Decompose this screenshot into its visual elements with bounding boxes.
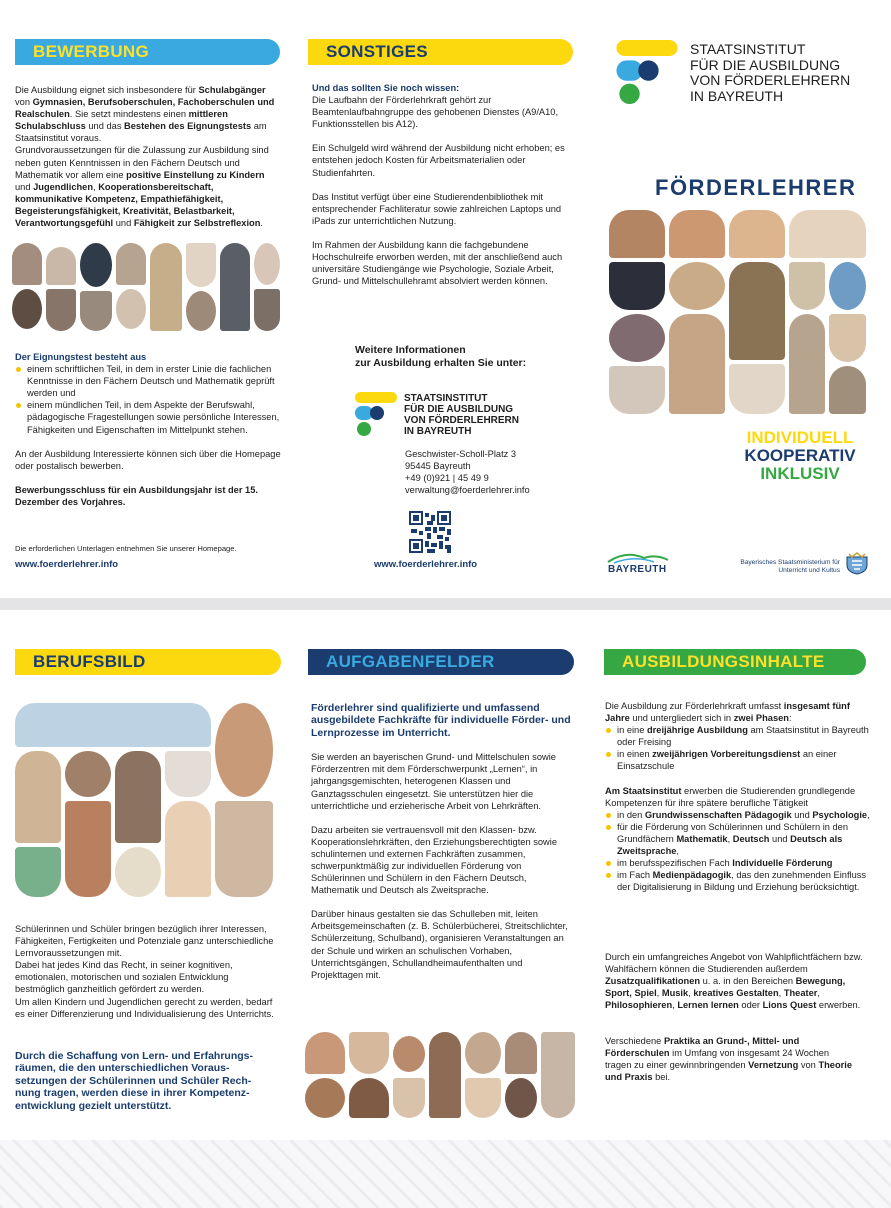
eignungstest-panel — [15, 351, 281, 508]
aufgaben-heading: AUFGABENFELDER — [308, 649, 574, 675]
info-heading-line: Weitere Informationen — [355, 344, 466, 356]
inhalte-heading: AUSBILDUNGSINHALTE — [604, 649, 866, 675]
bewerbung-documents: Die erforderlichen Unterlagen entnehmen Sie unserer Homepage. — [15, 544, 237, 553]
list-item: im Fach Medienpädagogik, das den zunehmenden Einfluss der Digitalisierung in Bildung und Erziehung berücksichtigt. — [605, 869, 871, 893]
list-item: für die Förderung von Schülerinnen und Schülern in den Grundfächern Mathematik, Deutsch und Deutsch als Zweitsprache, — [605, 821, 871, 857]
brochure-page-inside — [0, 610, 891, 1140]
bavarian-coat-of-arms-icon — [844, 551, 870, 575]
sonstiges-schulgeld: Ein Schulgeld wird während der Ausbildung nicht erhoben; es entstehen jedoch Kosten für Arbeitsmaterialien oder Studienfahrten. — [312, 143, 565, 178]
brochure-page-outside — [0, 0, 891, 598]
qr-code-icon[interactable] — [409, 511, 451, 553]
eignungstest-list — [15, 363, 281, 436]
cover-logo-mark-icon — [614, 40, 680, 104]
logo-mark-icon — [355, 392, 397, 436]
bewerbung-intro: Die Ausbildung eignet sich insbesondere für Schulabgänger von Gymnasien, Berufsoberschulen, Fachoberschulen und Realschulen. Sie setzt mindestens einen mittleren Schulabschluss und das Bestehen des Eignungstests am Staatsinstitut voraus. — [15, 85, 275, 144]
inhalte-panel — [605, 700, 871, 893]
info-heading — [355, 344, 575, 370]
berufsbild-panel — [15, 923, 277, 1020]
bewerbung-photo-mosaic — [12, 243, 280, 333]
cover-tagline-individuell: INDIVIDUELL — [746, 428, 854, 447]
sonstiges-panel — [312, 82, 574, 287]
bewerbung-deadline: Bewerbungsschluss für ein Ausbildungsjahr ist der 15. Dezember des Vorjahres. — [15, 484, 258, 507]
cover-tagline-kooperativ: KOOPERATIV — [744, 446, 856, 465]
berufsbild-heading: BERUFSBILD — [15, 649, 281, 675]
list-item: in den Grundwissenschaften Pädagogik und Psychologie, — [605, 809, 871, 821]
inhalte-phases-list — [605, 724, 871, 772]
eignungstest-heading: Der Eignungstest besteht aus — [15, 352, 147, 362]
cover-photo-mosaic — [609, 210, 866, 415]
address-phone: +49 (0)921 | 45 49 9 — [405, 473, 489, 484]
bewerbung-heading: BEWERBUNG — [15, 39, 280, 65]
info-heading-line: zur Ausbildung erhalten Sie unter: — [355, 357, 527, 369]
sonstiges-laufbahn: Die Laufbahn der Förderlehrkraft gehört zur Beamtenlaufbahngruppe des gehobenen Dienstes (A9/A10, Funktionsstellen bis A12). — [312, 95, 559, 130]
cover-tagline-inklusiv: INKLUSIV — [760, 464, 840, 483]
list-item: im berufsspezifischen Fach Individuelle Förderung — [605, 857, 871, 869]
sonstiges-hochschulreife: Im Rahmen der Ausbildung kann die fachgebundene Hochschulreife erworben werden, mit der anschließend auch universitäre Studiengänge wie Psychologie, Soziale Arbeit, Grund- und Mittelschullehramt absolviert werden können. — [312, 239, 563, 287]
address-email[interactable]: verwaltung@foerderlehrer.info — [405, 485, 530, 496]
list-item: in einen zweijährigen Vorbereitungsdienst an einer Einsatzschule — [605, 748, 871, 772]
inhalte-wahl: Durch ein umfangreiches Angebot von Wahlpflichtfächern bzw. Wahlfächern können die Studierenden außerdem Zusatzqualifikationen u. a. in den Bereichen Bewegung, Sport, Spiel, Musik, kreatives Gestalten, Theater, Philosophieren, Lernen lernen oder Lions Quest erwerben. — [605, 952, 863, 1011]
inhalte-praktika: Verschiedene Praktika an Grund-, Mittel- und Förderschulen im Umfang von insgesamt 24 Wochen tragen zu einer gewinnbringenden Vernetzung von Theorie und Praxis bei. — [605, 1036, 853, 1083]
aufgaben-p3: Darüber hinaus gestalten sie das Schulleben mit, leiten Arbeitsgemeinschaften (z. B. Schülerbücherei, Streitschlichter, Schülerzeitung, Schulband), organisieren Veranstaltungen an der Schule und wirken an schulischen Vorhaben, Unterrichtsgängen, Schullandheimaufenthalten und Projekttagen mit. — [311, 909, 568, 980]
bewerbung-panel — [15, 84, 281, 229]
bewerbung-interest: An der Ausbildung Interessierte können sich über die Homepage oder postalisch bewerben. — [15, 448, 281, 471]
inhalte-institut: Am Staatsinstitut erwerben die Studierenden grundlegende Kompetenzen für ihre spätere berufliche Tätigkeit — [605, 785, 856, 808]
inhalte-intro: Die Ausbildung zur Förderlehrkraft umfasst insgesamt fünf Jahre und untergliedert sich in zwei Phasen: — [605, 701, 850, 724]
list-item: in eine dreijährige Ausbildung am Staatsinstitut in Bayreuth oder Freising — [605, 724, 871, 748]
bewerbung-website-link[interactable]: www.foerderlehrer.info — [15, 559, 119, 570]
sonstiges-website-link[interactable]: www.foerderlehrer.info — [374, 559, 478, 570]
berufsbild-p1: Schülerinnen und Schüler bringen bezüglich ihrer Interessen, Fähigkeiten, Fertigkeiten und Potenziale ganz unterschiedliche Lernvoraussetzungen mit. — [15, 924, 274, 959]
sonstiges-institute-logo-text: STAATSINSTITUT FÜR DIE AUSBILDUNG VON FÖRDERLEHRERN IN BAYREUTH — [404, 393, 520, 437]
cover-institute-logo-text: STAATSINSTITUT FÜR DIE AUSBILDUNG VON FÖRDERLEHRERN IN BAYREUTH — [690, 41, 851, 104]
list-item: einem schriftlichen Teil, in dem in erster Linie die fachlichen Kenntnisse in den Fächern Deutsch und Mathematik geprüft werden und — [15, 363, 281, 399]
inhalte-skills-list — [605, 809, 871, 894]
sonstiges-lead: Und das sollten Sie noch wissen: — [312, 83, 460, 93]
berufsbild-p2: Dabei hat jedes Kind das Recht, in seiner kognitiven, emotionalen, motorischen und sozialen Entwicklung bestmöglich ganzheitlich gefördert zu werden. — [15, 960, 233, 995]
aufgaben-p1: Sie werden an bayerischen Grund- und Mittelschulen sowie Förderzentren mit dem Förderschwerpunkt „Lernen“, in jahrgangsgemischten, heterogenen Klassen und Ganztagsschulen eingesetzt. Sie unterstützen hier die unterrichtliche und erzieherische Arbeit von Lehrkräften. — [311, 752, 556, 811]
list-item: einem mündlichen Teil, in dem Aspekte der Berufswahl, pädagogische Fragestellungen sowie persönliche Interessen, Fähigkeiten und Eigenschaften im Mittelpunkt stehen. — [15, 399, 281, 435]
ministry-logo-text: Bayerisches Staatsministerium für Unterricht und Kultus — [740, 559, 840, 574]
aufgaben-lead: Förderlehrer sind qualifizierte und umfassend ausgebildete Fachkräfte für individuelle Förder- und Lernprozesse im Unterricht. — [311, 702, 571, 739]
bewerbung-requirements: Grundvoraussetzungen für die Zulassung zur Ausbildung sind neben guten Kenntnissen in den Fächern Deutsch und Mathematik vor allem eine positive Einstellung zu Kindern und Jugendlichen, Kooperationsbereitschaft, kommunikative Kompetenz, Empathiefähigkeit, Begeisterungsfähigkeit, Kreativität, Belastbarkeit, Verantwortungsgefühl und Fähigkeit zur Selbstreflexion. — [15, 145, 269, 229]
aufgaben-p2: Dazu arbeiten sie vertrauensvoll mit den Klassen- bzw. Kooperationslehrkräften, den Erziehungsberechtigten sowie schulinternen und externen Fachkräften zusammen, schwerpunktmäßig zur individuellen Förderung von Schülerinnen und Schülern in den Fächern Deutsch, Mathematik und Deutsch als Zweitsprache. — [311, 824, 558, 896]
berufsbild-p3: Um allen Kindern und Jugendlichen gerecht zu werden, bedarf es einer Differenzierung und Individualisierung des Unterrichts. — [15, 996, 274, 1019]
sonstiges-bibliothek: Das Institut verfügt über eine Studierendenbibliothek mit entsprechender Fachliteratur sowie zahlreichen Laptops und iPads zur unterrichtlichen Nutzung. — [312, 191, 562, 226]
address-city: 95445 Bayreuth — [405, 461, 471, 472]
bayreuth-city-logo: BAYREUTH — [606, 552, 670, 576]
berufsbild-photo-mosaic — [15, 703, 273, 901]
bayreuth-hill-icon — [606, 552, 670, 564]
address-street: Geschwister-Scholl-Platz 3 — [405, 449, 517, 459]
background-pattern — [0, 1140, 891, 1208]
aufgaben-panel — [311, 702, 573, 981]
institute-address — [405, 448, 575, 496]
sonstiges-heading: SONSTIGES — [308, 39, 573, 65]
berufsbild-lead: Durch die Schaffung von Lern- und Erfahrungs- räumen, die den unterschiedlichen Voraus- setzungen der Schülerinnen und Schüler Rech- nung tragen, werden diese in ihrer Kompetenz- entwicklung gezielt unterstützt. — [15, 1050, 254, 1112]
aufgaben-photo-mosaic — [305, 1032, 575, 1122]
cover-title: FÖRDERLEHRER — [655, 175, 857, 200]
